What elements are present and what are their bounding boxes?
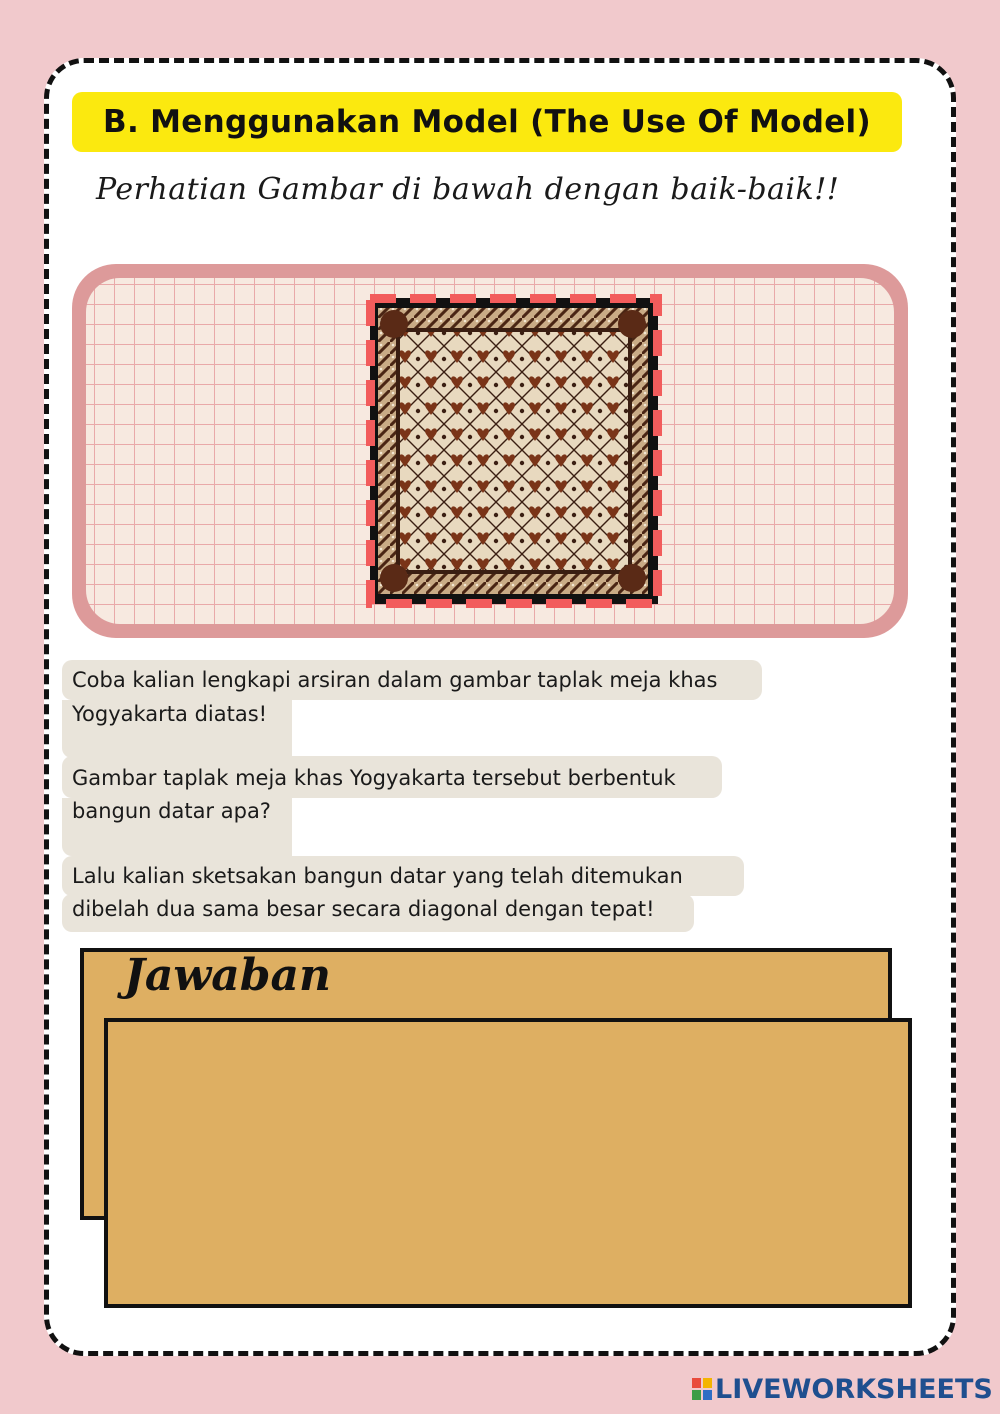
corner-ornament <box>380 564 408 592</box>
question-2-line-1: Gambar taplak meja khas Yogyakarta tersebut berbentuk <box>72 766 676 790</box>
corner-ornament <box>380 310 408 338</box>
liveworksheets-logo <box>692 1374 993 1404</box>
jawaban-drawing-area[interactable] <box>104 1018 912 1308</box>
jawaban-label: Jawaban <box>124 950 331 1001</box>
liveworksheets-icon <box>692 1378 712 1400</box>
corner-ornament <box>618 310 646 338</box>
batik-tablecloth-image <box>366 294 662 608</box>
question-1-line-2: Yogyakarta diatas! <box>72 702 268 726</box>
question-3-line-2: dibelah dua sama besar secara diagonal dengan tepat! <box>72 897 655 921</box>
answer-1-field[interactable] <box>292 702 732 756</box>
instruction-text: Perhatian Gambar di bawah dengan baik-baik!! <box>96 172 840 207</box>
answer-2-field[interactable] <box>292 800 732 854</box>
section-title-bar <box>72 92 902 152</box>
corner-ornament <box>618 564 646 592</box>
question-1-line-1: Coba kalian lengkapi arsiran dalam gambar taplak meja khas <box>72 668 718 692</box>
section-title: B. Menggunakan Model (The Use Of Model) <box>103 104 871 140</box>
question-3-line-1: Lalu kalian sketsakan bangun datar yang telah ditemukan <box>72 864 683 888</box>
brand-text: LIVEWORKSHEETS <box>715 1373 993 1405</box>
question-2-line-2: bangun datar apa? <box>72 799 271 823</box>
